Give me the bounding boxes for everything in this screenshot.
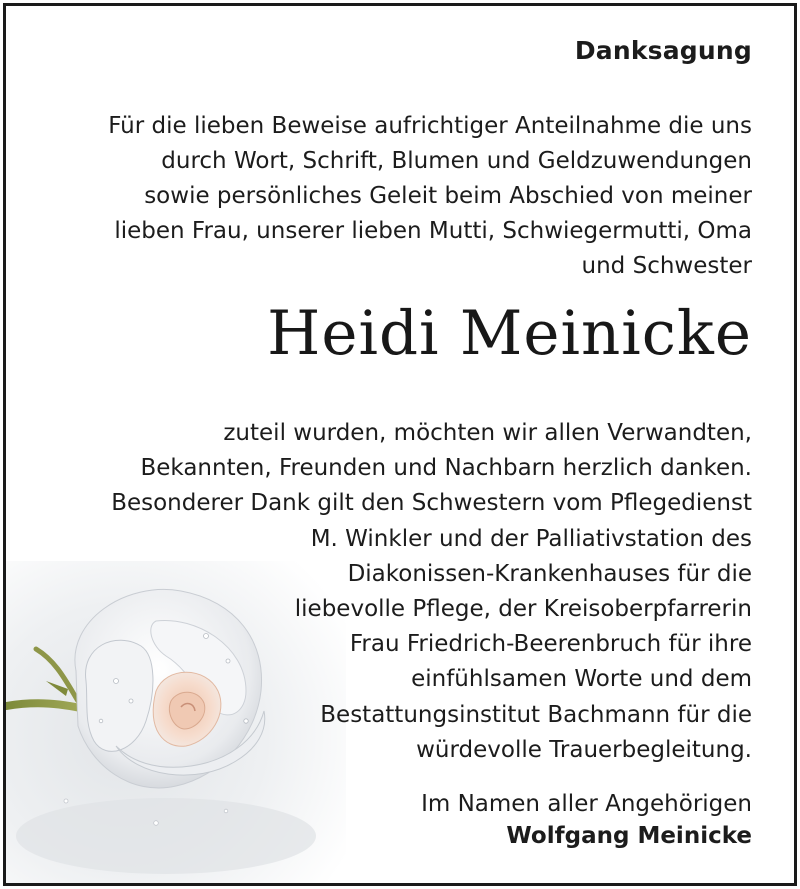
intro-line: sowie persönliches Geleit beim Abschied von meiner <box>144 183 752 209</box>
body-line: liebevolle Pflege, der Kreisoberpfarrerin <box>294 596 752 623</box>
intro-line: und Schwester <box>581 253 752 279</box>
obituary-frame <box>3 3 797 886</box>
body-line: Besonderer Dank gilt den Schwestern vom Pflegedienst <box>111 490 752 517</box>
signature-prefix: Im Namen aller Angehörigen <box>421 791 752 817</box>
deceased-name: Heidi Meinicke <box>267 298 752 369</box>
body-line: würdevolle Trauerbegleitung. <box>416 736 752 763</box>
body-paragraph <box>111 416 752 768</box>
body-line: Bestattungsinstitut Bachmann für die <box>320 701 752 728</box>
body-line: Diakonissen-Krankenhauses für die <box>347 560 752 587</box>
intro-paragraph <box>108 109 752 284</box>
body-line: einfühlsamen Worte und dem <box>411 666 752 693</box>
body-line: Frau Friedrich-Beerenbruch für ihre <box>349 631 752 658</box>
body-line: zuteil wurden, möchten wir allen Verwandten, <box>223 420 752 446</box>
intro-line: Für die lieben Beweise aufrichtiger Anteilnahme die uns <box>108 113 752 139</box>
signature-name: Wolfgang Meinicke <box>506 823 752 849</box>
body-line: M. Winkler und der Palliativstation des <box>310 525 752 552</box>
heading-danksagung: Danksagung <box>574 36 752 65</box>
intro-line: durch Wort, Schrift, Blumen und Geldzuwendungen <box>161 148 752 174</box>
body-line: Bekannten, Freunden und Nachbarn herzlich danken. <box>140 455 752 482</box>
intro-line: lieben Frau, unserer lieben Mutti, Schwiegermutti, Oma <box>114 218 752 244</box>
